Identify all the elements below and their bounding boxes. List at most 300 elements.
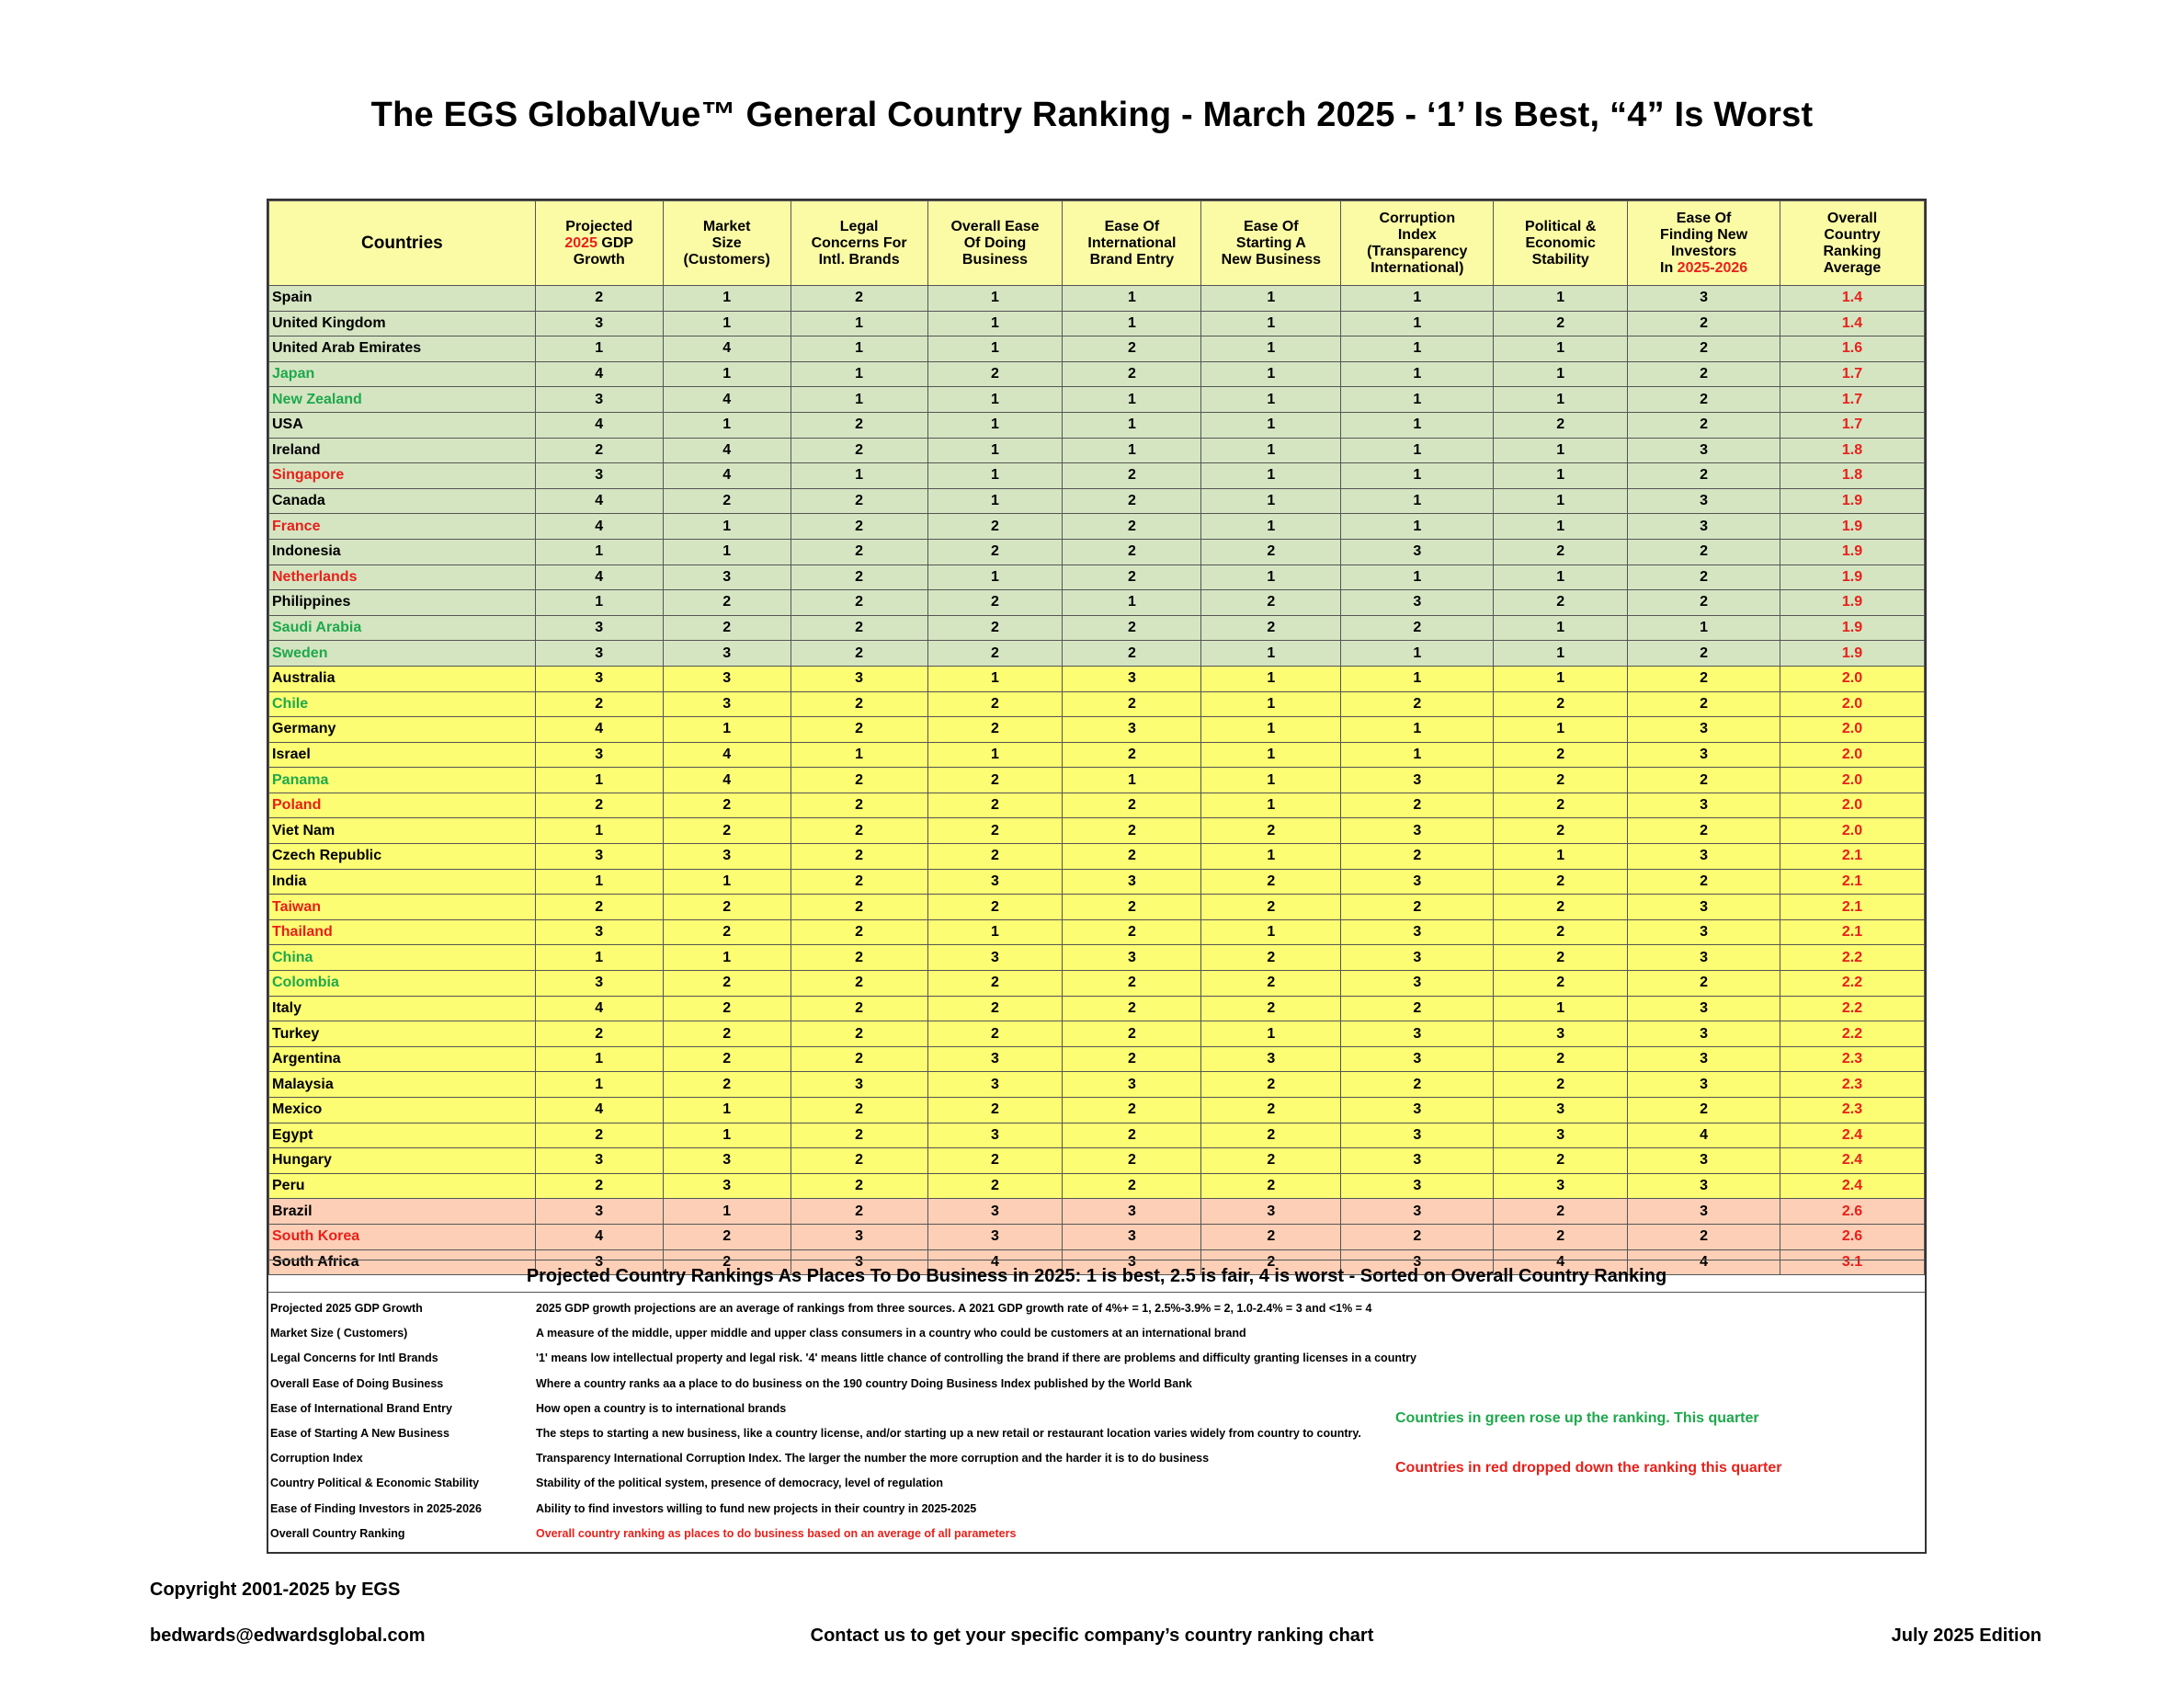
cell-market: 1	[663, 286, 791, 312]
cell-political: 1	[1494, 666, 1628, 691]
cell-overall-average: 2.4	[1780, 1173, 1925, 1199]
table-row	[269, 869, 1925, 895]
header-entry-line2: International	[1087, 234, 1177, 251]
definition-term: Country Political & Economic Stability	[270, 1477, 480, 1490]
cell-overall-average: 1.9	[1780, 514, 1925, 540]
definition-row	[268, 1372, 1925, 1397]
cell-market: 2	[663, 1046, 791, 1072]
cell-ease-doing: 2	[927, 895, 1063, 920]
header-inv-line4a: In	[1660, 259, 1678, 276]
cell-political: 1	[1494, 463, 1628, 489]
cell-legal: 2	[791, 1021, 927, 1047]
cell-overall-average: 1.9	[1780, 539, 1925, 565]
cell-gdp: 4	[535, 565, 663, 590]
contact-email: bedwards@edwardsglobal.com	[150, 1625, 426, 1646]
cell-corruption: 3	[1341, 1021, 1494, 1047]
cell-starting: 1	[1201, 717, 1341, 743]
header-entry-line1: Ease Of	[1104, 218, 1160, 234]
cell-starting: 1	[1201, 565, 1341, 590]
cell-starting: 2	[1201, 539, 1341, 565]
cell-overall-average: 2.6	[1780, 1224, 1925, 1249]
cell-investors: 3	[1628, 1173, 1780, 1199]
header-inv-line3: Investors	[1671, 243, 1737, 259]
header-start-line3: New Business	[1221, 251, 1322, 268]
cell-overall-average: 1.9	[1780, 615, 1925, 641]
cell-market: 3	[663, 565, 791, 590]
cell-investors: 2	[1628, 565, 1780, 590]
cell-gdp: 1	[535, 539, 663, 565]
cell-corruption: 1	[1341, 666, 1494, 691]
cell-intl-entry: 2	[1063, 818, 1201, 844]
country-name: South Korea	[269, 1224, 536, 1249]
cell-overall-average: 2.4	[1780, 1123, 1925, 1148]
cell-overall-average: 2.4	[1780, 1148, 1925, 1174]
cell-gdp: 2	[535, 438, 663, 463]
cell-overall-average: 2.0	[1780, 742, 1925, 768]
cell-political: 1	[1494, 387, 1628, 413]
cell-investors: 2	[1628, 361, 1780, 387]
ranking-table	[268, 200, 1925, 1275]
cell-corruption: 1	[1341, 565, 1494, 590]
table-row	[269, 1199, 1925, 1225]
header-market-line1: Market	[702, 218, 751, 234]
cell-intl-entry: 2	[1063, 793, 1201, 818]
cell-gdp: 3	[535, 641, 663, 667]
cell-political: 2	[1494, 590, 1628, 616]
cell-investors: 4	[1628, 1123, 1780, 1148]
table-row	[269, 311, 1925, 336]
cell-gdp: 3	[535, 844, 663, 870]
cell-starting: 2	[1201, 971, 1341, 997]
cell-market: 1	[663, 945, 791, 971]
country-name: Japan	[269, 361, 536, 387]
cell-starting: 2	[1201, 869, 1341, 895]
cell-starting: 2	[1201, 996, 1341, 1021]
cell-investors: 3	[1628, 488, 1780, 514]
cell-corruption: 1	[1341, 641, 1494, 667]
cell-political: 2	[1494, 895, 1628, 920]
cell-starting: 1	[1201, 768, 1341, 793]
table-row	[269, 590, 1925, 616]
cell-corruption: 1	[1341, 311, 1494, 336]
cell-political: 2	[1494, 869, 1628, 895]
cell-corruption: 1	[1341, 361, 1494, 387]
cell-political: 1	[1494, 336, 1628, 362]
table-row	[269, 1072, 1925, 1098]
copyright: Copyright 2001-2025 by EGS	[150, 1580, 401, 1600]
country-name: United Kingdom	[269, 311, 536, 336]
cell-market: 1	[663, 311, 791, 336]
cell-intl-entry: 2	[1063, 996, 1201, 1021]
cell-gdp: 3	[535, 615, 663, 641]
cell-intl-entry: 2	[1063, 641, 1201, 667]
cell-legal: 2	[791, 1199, 927, 1225]
table-row	[269, 361, 1925, 387]
cell-corruption: 3	[1341, 971, 1494, 997]
cell-intl-entry: 2	[1063, 539, 1201, 565]
header-political-stability	[1494, 201, 1628, 286]
cell-legal: 2	[791, 565, 927, 590]
definition-term: Legal Concerns for Intl Brands	[270, 1352, 438, 1365]
table-row	[269, 412, 1925, 438]
cell-legal: 1	[791, 361, 927, 387]
definition-description: Ability to find investors willing to fund new projects in their country in 2025-2025	[536, 1501, 977, 1515]
cell-investors: 2	[1628, 768, 1780, 793]
cell-intl-entry: 2	[1063, 488, 1201, 514]
cell-gdp: 2	[535, 1021, 663, 1047]
cell-corruption: 3	[1341, 1046, 1494, 1072]
cell-market: 3	[663, 1148, 791, 1174]
header-market-line2: Size	[711, 234, 742, 251]
cell-ease-doing: 1	[927, 742, 1063, 768]
cell-starting: 1	[1201, 336, 1341, 362]
header-gdp-growth	[535, 201, 663, 286]
cell-starting: 1	[1201, 488, 1341, 514]
cell-gdp: 3	[535, 971, 663, 997]
cell-corruption: 3	[1341, 1199, 1494, 1225]
cell-overall-average: 2.1	[1780, 919, 1925, 945]
cell-gdp: 3	[535, 1199, 663, 1225]
definition-description: Overall country ranking as places to do business based on an average of all parameters	[536, 1526, 1017, 1540]
cell-market: 2	[663, 590, 791, 616]
cell-investors: 2	[1628, 971, 1780, 997]
cell-gdp: 1	[535, 1072, 663, 1098]
country-name: Philippines	[269, 590, 536, 616]
cell-market: 1	[663, 717, 791, 743]
cell-political: 2	[1494, 1148, 1628, 1174]
cell-starting: 1	[1201, 742, 1341, 768]
cell-intl-entry: 3	[1063, 1072, 1201, 1098]
cell-market: 2	[663, 793, 791, 818]
cell-legal: 2	[791, 768, 927, 793]
red-legend-note: Countries in red dropped down the ranking this quarter	[1395, 1460, 1782, 1476]
cell-legal: 2	[791, 1173, 927, 1199]
header-overall-line2: Country	[1824, 226, 1881, 243]
cell-investors: 2	[1628, 641, 1780, 667]
cell-gdp: 4	[535, 1098, 663, 1123]
cell-political: 3	[1494, 1021, 1628, 1047]
cell-political: 3	[1494, 1123, 1628, 1148]
cell-legal: 2	[791, 895, 927, 920]
cell-gdp: 4	[535, 361, 663, 387]
cell-overall-average: 1.4	[1780, 286, 1925, 312]
cell-market: 3	[663, 691, 791, 717]
cell-ease-doing: 3	[927, 1199, 1063, 1225]
cell-intl-entry: 1	[1063, 387, 1201, 413]
cell-ease-doing: 1	[927, 488, 1063, 514]
cell-overall-average: 2.0	[1780, 717, 1925, 743]
cell-legal: 2	[791, 691, 927, 717]
cell-starting: 2	[1201, 1072, 1341, 1098]
cell-ease-doing: 2	[927, 514, 1063, 540]
country-name: Spain	[269, 286, 536, 312]
table-row	[269, 666, 1925, 691]
table-row	[269, 514, 1925, 540]
cell-intl-entry: 3	[1063, 1224, 1201, 1249]
cell-corruption: 3	[1341, 818, 1494, 844]
cell-market: 3	[663, 1173, 791, 1199]
country-name: New Zealand	[269, 387, 536, 413]
country-name: Panama	[269, 768, 536, 793]
cell-corruption: 2	[1341, 615, 1494, 641]
country-name: Taiwan	[269, 895, 536, 920]
country-name: Poland	[269, 793, 536, 818]
cell-investors: 3	[1628, 1021, 1780, 1047]
cell-investors: 3	[1628, 438, 1780, 463]
header-market-line3: (Customers)	[683, 251, 770, 268]
cell-political: 2	[1494, 919, 1628, 945]
cell-gdp: 4	[535, 412, 663, 438]
cell-legal: 2	[791, 818, 927, 844]
cell-market: 1	[663, 412, 791, 438]
country-name: Sweden	[269, 641, 536, 667]
cell-overall-average: 1.7	[1780, 412, 1925, 438]
header-pol-line2: Economic	[1525, 234, 1596, 251]
cell-corruption: 2	[1341, 996, 1494, 1021]
cell-political: 1	[1494, 844, 1628, 870]
cell-gdp: 3	[535, 919, 663, 945]
cell-starting: 1	[1201, 412, 1341, 438]
country-name: Argentina	[269, 1046, 536, 1072]
page-title: The EGS GlobalVue™ General Country Ranking - March 2025 - ‘1’ Is Best, “4” Is Worst	[370, 96, 1814, 134]
cell-corruption: 3	[1341, 919, 1494, 945]
cell-investors: 2	[1628, 336, 1780, 362]
cell-political: 2	[1494, 412, 1628, 438]
country-name: Mexico	[269, 1098, 536, 1123]
cell-market: 2	[663, 1249, 791, 1275]
cell-intl-entry: 2	[1063, 565, 1201, 590]
cell-ease-doing: 2	[927, 615, 1063, 641]
cell-political: 2	[1494, 1072, 1628, 1098]
header-entry-line3: Brand Entry	[1089, 251, 1175, 268]
cell-gdp: 4	[535, 488, 663, 514]
definition-term: Overall Ease of Doing Business	[270, 1376, 444, 1390]
header-intl-brand-entry	[1063, 201, 1201, 286]
cell-corruption: 3	[1341, 1148, 1494, 1174]
cell-ease-doing: 3	[927, 869, 1063, 895]
cell-market: 3	[663, 666, 791, 691]
cell-investors: 3	[1628, 1148, 1780, 1174]
cell-corruption: 1	[1341, 336, 1494, 362]
cell-corruption: 1	[1341, 488, 1494, 514]
cell-corruption: 2	[1341, 691, 1494, 717]
cell-political: 1	[1494, 514, 1628, 540]
cell-starting: 2	[1201, 895, 1341, 920]
table-row	[269, 996, 1925, 1021]
cell-starting: 1	[1201, 919, 1341, 945]
table-row	[269, 971, 1925, 997]
cell-starting: 2	[1201, 1249, 1341, 1275]
header-inv-years: 2025-2026	[1677, 259, 1748, 276]
cell-ease-doing: 2	[927, 590, 1063, 616]
cell-overall-average: 1.7	[1780, 387, 1925, 413]
header-ease-line1: Overall Ease	[950, 218, 1040, 234]
cell-overall-average: 1.8	[1780, 463, 1925, 489]
cell-investors: 3	[1628, 742, 1780, 768]
cell-gdp: 2	[535, 895, 663, 920]
cell-market: 1	[663, 1098, 791, 1123]
cell-gdp: 1	[535, 945, 663, 971]
country-name: Malaysia	[269, 1072, 536, 1098]
cell-political: 2	[1494, 945, 1628, 971]
country-name: Indonesia	[269, 539, 536, 565]
table-row	[269, 1098, 1925, 1123]
cell-intl-entry: 1	[1063, 768, 1201, 793]
cell-overall-average: 1.6	[1780, 336, 1925, 362]
cell-overall-average: 2.0	[1780, 818, 1925, 844]
table-row	[269, 286, 1925, 312]
cell-corruption: 1	[1341, 387, 1494, 413]
cell-investors: 2	[1628, 666, 1780, 691]
cell-investors: 2	[1628, 1098, 1780, 1123]
cell-intl-entry: 1	[1063, 412, 1201, 438]
cell-political: 1	[1494, 488, 1628, 514]
cell-starting: 1	[1201, 514, 1341, 540]
cell-overall-average: 2.6	[1780, 1199, 1925, 1225]
cell-overall-average: 2.3	[1780, 1072, 1925, 1098]
cell-market: 4	[663, 463, 791, 489]
cell-gdp: 3	[535, 311, 663, 336]
cell-political: 1	[1494, 286, 1628, 312]
cell-legal: 2	[791, 641, 927, 667]
cell-gdp: 3	[535, 463, 663, 489]
country-name: Israel	[269, 742, 536, 768]
definition-row	[268, 1522, 1925, 1546]
table-row	[269, 463, 1925, 489]
cell-intl-entry: 2	[1063, 1173, 1201, 1199]
cell-gdp: 2	[535, 286, 663, 312]
cell-legal: 2	[791, 488, 927, 514]
cell-intl-entry: 2	[1063, 844, 1201, 870]
cell-legal: 3	[791, 1224, 927, 1249]
cell-overall-average: 1.8	[1780, 438, 1925, 463]
header-overall-line1: Overall	[1826, 210, 1878, 226]
cell-legal: 1	[791, 311, 927, 336]
cell-intl-entry: 1	[1063, 438, 1201, 463]
country-name: Singapore	[269, 463, 536, 489]
cell-intl-entry: 1	[1063, 311, 1201, 336]
header-ease-line3: Business	[961, 251, 1029, 268]
table-row	[269, 919, 1925, 945]
cell-corruption: 1	[1341, 286, 1494, 312]
cell-starting: 3	[1201, 1199, 1341, 1225]
cell-investors: 3	[1628, 514, 1780, 540]
cell-market: 4	[663, 742, 791, 768]
header-gdp-line3: Growth	[573, 251, 625, 268]
cell-starting: 1	[1201, 311, 1341, 336]
cell-corruption: 2	[1341, 895, 1494, 920]
country-name: Viet Nam	[269, 818, 536, 844]
cell-ease-doing: 1	[927, 336, 1063, 362]
cell-overall-average: 2.1	[1780, 895, 1925, 920]
cell-overall-average: 2.2	[1780, 1021, 1925, 1047]
cell-starting: 1	[1201, 1021, 1341, 1047]
cell-gdp: 1	[535, 818, 663, 844]
header-pol-line3: Stability	[1531, 251, 1589, 268]
cell-intl-entry: 2	[1063, 1098, 1201, 1123]
cell-political: 2	[1494, 311, 1628, 336]
cell-political: 1	[1494, 615, 1628, 641]
header-market-size	[663, 201, 791, 286]
cell-political: 2	[1494, 793, 1628, 818]
cell-market: 2	[663, 1021, 791, 1047]
cell-market: 1	[663, 1123, 791, 1148]
table-row	[269, 1173, 1925, 1199]
cell-ease-doing: 1	[927, 919, 1063, 945]
cell-political: 1	[1494, 641, 1628, 667]
definition-description: The steps to starting a new business, like a country license, and/or starting up a new retail or restaurant location varies widely from country to country.	[536, 1427, 1361, 1440]
table-row	[269, 768, 1925, 793]
definition-term: Market Size ( Customers)	[270, 1327, 408, 1340]
cell-corruption: 3	[1341, 590, 1494, 616]
definition-description: Where a country ranks aa a place to do business on the 190 country Doing Business Index published by the World Bank	[536, 1376, 1192, 1390]
cell-intl-entry: 2	[1063, 919, 1201, 945]
cell-ease-doing: 2	[927, 818, 1063, 844]
cell-legal: 2	[791, 919, 927, 945]
cell-intl-entry: 2	[1063, 691, 1201, 717]
cell-investors: 3	[1628, 844, 1780, 870]
cell-investors: 2	[1628, 691, 1780, 717]
cell-political: 1	[1494, 996, 1628, 1021]
cell-intl-entry: 2	[1063, 1021, 1201, 1047]
definition-row	[268, 1296, 1925, 1321]
cell-starting: 1	[1201, 793, 1341, 818]
cell-intl-entry: 2	[1063, 1123, 1201, 1148]
country-name: Colombia	[269, 971, 536, 997]
cell-intl-entry: 1	[1063, 286, 1201, 312]
cell-market: 3	[663, 641, 791, 667]
definition-row	[268, 1321, 1925, 1346]
cell-market: 4	[663, 336, 791, 362]
cell-investors: 3	[1628, 1199, 1780, 1225]
cell-ease-doing: 2	[927, 844, 1063, 870]
cell-gdp: 4	[535, 996, 663, 1021]
cell-starting: 2	[1201, 818, 1341, 844]
definition-row	[268, 1346, 1925, 1371]
cell-market: 4	[663, 438, 791, 463]
cell-political: 2	[1494, 768, 1628, 793]
header-ease-line2: Of Doing	[963, 234, 1027, 251]
cell-ease-doing: 1	[927, 387, 1063, 413]
cell-legal: 2	[791, 412, 927, 438]
cell-corruption: 3	[1341, 1123, 1494, 1148]
cell-starting: 1	[1201, 641, 1341, 667]
table-row	[269, 1123, 1925, 1148]
header-pol-line1: Political &	[1525, 218, 1597, 234]
cell-gdp: 4	[535, 1224, 663, 1249]
cell-ease-doing: 2	[927, 641, 1063, 667]
cell-ease-doing: 2	[927, 793, 1063, 818]
definition-term: Projected 2025 GDP Growth	[270, 1302, 423, 1315]
cell-overall-average: 1.9	[1780, 641, 1925, 667]
cell-ease-doing: 1	[927, 286, 1063, 312]
country-name: Canada	[269, 488, 536, 514]
cell-overall-average: 2.1	[1780, 869, 1925, 895]
cell-intl-entry: 2	[1063, 895, 1201, 920]
cell-corruption: 2	[1341, 844, 1494, 870]
header-inv-line1: Ease Of	[1676, 210, 1732, 226]
cell-corruption: 3	[1341, 869, 1494, 895]
cell-gdp: 4	[535, 514, 663, 540]
cell-ease-doing: 2	[927, 971, 1063, 997]
header-corr-line1: Corruption	[1379, 210, 1456, 226]
cell-intl-entry: 2	[1063, 514, 1201, 540]
table-summary: Projected Country Rankings As Places To Do Business in 2025: 1 is best, 2.5 is fair, 4 is worst - Sorted on Overall Country Ranking	[268, 1260, 1925, 1293]
header-corr-line3: (Transparency	[1367, 243, 1468, 259]
cell-corruption: 1	[1341, 412, 1494, 438]
cell-ease-doing: 3	[927, 1046, 1063, 1072]
cell-ease-doing: 2	[927, 691, 1063, 717]
